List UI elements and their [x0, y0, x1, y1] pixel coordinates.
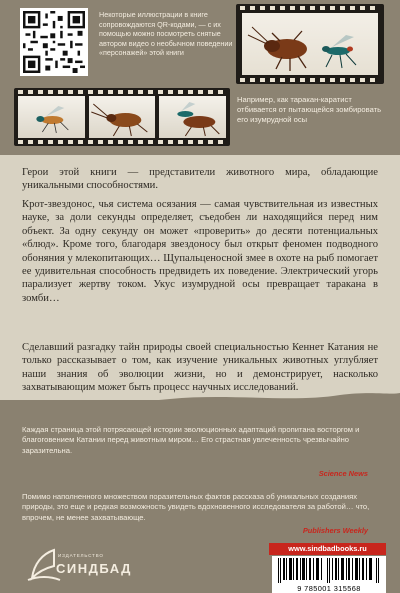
- wasp-photo-2: [159, 96, 226, 138]
- wasp-illustration: [18, 96, 85, 138]
- author-paragraph: Сделавший разгадку тайн природы своей специальностью Кеннет Катания не только рассказывает о том, как изучение уникальных животных углубляет наши знания об эволюции жизни, но и демонстрирует, насколько захватывающим может быть процесс научных исследований.: [22, 342, 378, 394]
- isbn-number: 9 785001 315568: [297, 584, 361, 593]
- description-paragraph: Крот-звездонос, чья система осязания — самая чувствительная из известных науке, за доли секунды определяет, съедобен ли находящийся перед ним объект. За одну секунду он может «проверить» до десяти потенциальных «блюд». Кроме того, благодаря звездоносу был открыт феномен подводного обоняния у млекопитающих… Щупальценосной змее в охоте на рыб помогает ее удивительная способность предвидеть их поведение. Электрический угорь парализует жертву током. Укус изумрудной осы превращает таракана в зомби…: [22, 199, 378, 304]
- review-quote: Помимо наполненного множеством поразительных фактов рассказа об уникальных созданиях природы, это еще и редкая возможность увидеть вдохновенного исследователя за работой… что, впрочем, не менее захватывающе.: [22, 492, 370, 522]
- cockroach-wasp-illustration: [242, 13, 378, 75]
- review-source: Science News: [318, 469, 368, 478]
- intro-paragraph: Герои этой книги — представители животного мира, обладающие уникальными способностями.: [22, 167, 378, 192]
- qr-code[interactable]: [20, 8, 88, 76]
- video-film-strip[interactable]: [236, 4, 384, 84]
- publisher-tagline: ИЗДАТЕЛЬСТВО: [58, 553, 104, 558]
- wasp-cockroach-photo: [242, 13, 378, 75]
- review-source: Publishers Weekly: [302, 526, 368, 535]
- film-perforation: [18, 140, 226, 144]
- review-quote: Каждая страница этой потрясающей истории эволюционных адаптаций пропитана восторгом и благоговением Катании перед животным миром… Его страстная увлеченность чрезвычайно заразительна.: [22, 425, 360, 455]
- publisher-url[interactable]: www.sindbadbooks.ru: [269, 543, 386, 555]
- film-perforation: [18, 90, 226, 94]
- photo-caption: Например, как таракан-каратист отбивается от пытающейся зомбировать его изумрудной осы: [237, 95, 382, 125]
- photo-film-strip: [14, 88, 230, 146]
- cockroach-illustration: [89, 96, 156, 138]
- film-perforation: [240, 6, 380, 10]
- publisher-name: СИНДБАД: [56, 561, 132, 576]
- isbn-barcode: [272, 556, 386, 593]
- barcode-icon: [276, 558, 382, 583]
- wasp-cockroach-illustration: [159, 96, 226, 138]
- cockroach-photo: [89, 96, 156, 138]
- wasp-photo-1: [18, 96, 85, 138]
- qr-caption: Некоторые иллюстрации в книге сопровождаются QR-кодами, — с их помощью можно посмотреть снятые автором видео о необычном поведении «персонажей» этой книги: [99, 10, 233, 58]
- qr-code-icon: [23, 11, 85, 73]
- film-perforation: [240, 78, 380, 82]
